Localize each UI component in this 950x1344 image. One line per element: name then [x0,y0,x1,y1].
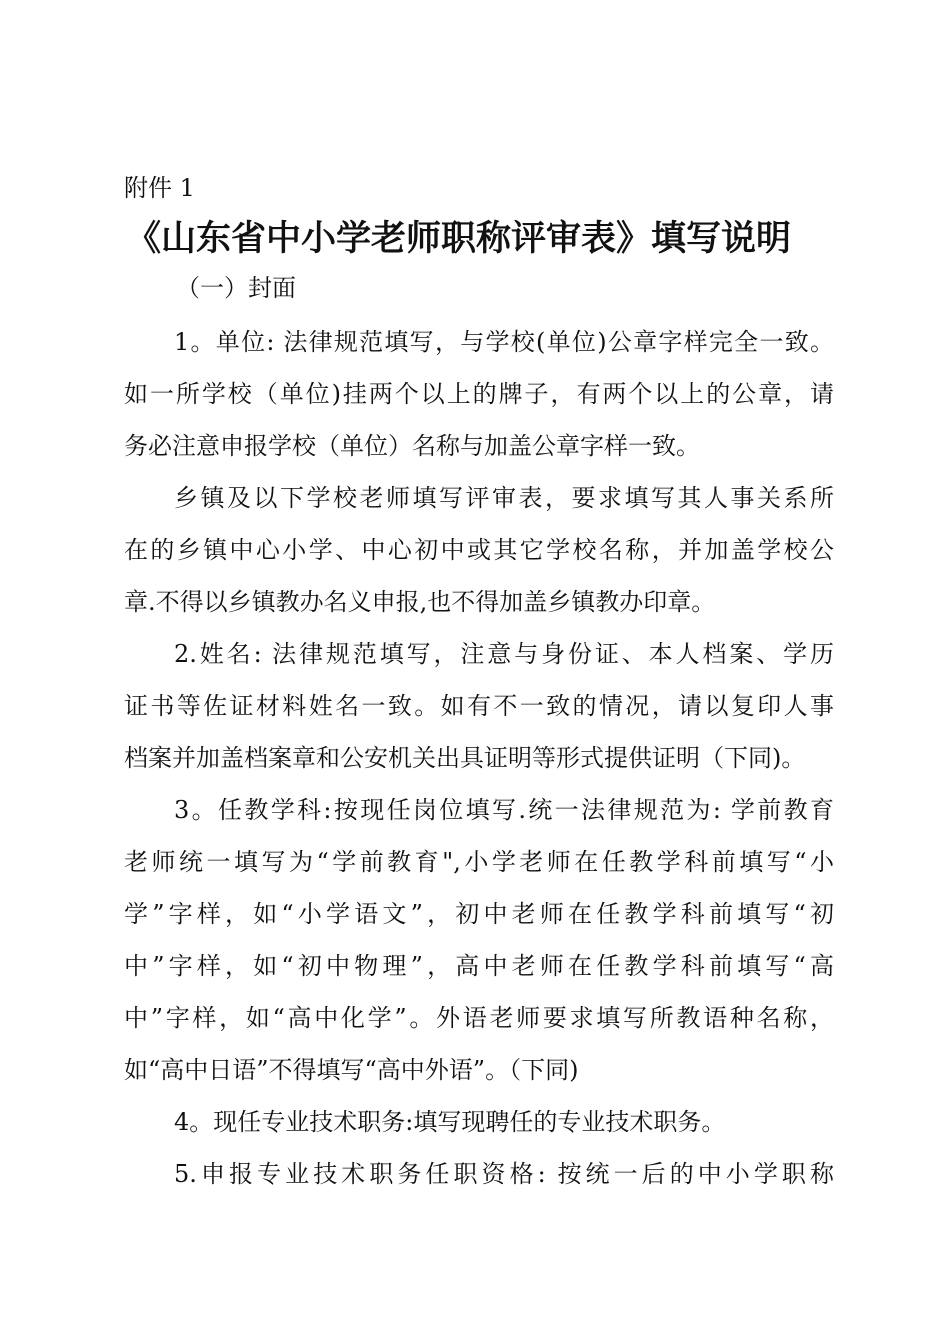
paragraph-line: 章.不得以乡镇教办名义申报,也不得加盖乡镇教办印章。 [124,588,716,616]
paragraph-line: 证书等佐证材料姓名一致。如有不一致的情况，请以复印人事 [124,692,834,720]
attachment-label: 附件 1 [124,174,195,202]
paragraph-line: 如一所学校（单位)挂两个以上的牌子，有两个以上的公章，请 [124,380,834,408]
paragraph-line: 务必注意申报学校（单位）名称与加盖公章字样一致。 [124,432,700,460]
paragraph-line: 学”字样，如“小学语文”，初中老师在任教学科前填写“初 [124,900,834,928]
document-title: 《山东省中小学老师职称评审表》填写说明 [126,218,792,259]
paragraph-line: 中”字样，如“初中物理”，高中老师在任教学科前填写“高 [124,952,834,980]
paragraph-line: 5.申报专业技术职务任职资格: 按统一后的中小学职称 [174,1160,834,1188]
paragraph-line: 1。单位: 法律规范填写，与学校(单位)公章字样完全一致。 [174,328,834,356]
paragraph-line: 老师统一填写为“学前教育",小学老师在任教学科前填写“小 [124,848,834,876]
paragraph-line: 2.姓名: 法律规范填写，注意与身份证、本人档案、学历 [174,640,834,668]
paragraph-line: 乡镇及以下学校老师填写评审表，要求填写其人事关系所 [174,484,834,512]
paragraph-line: 如“高中日语”不得填写“高中外语”。（下同) [124,1056,579,1084]
paragraph-line: 档案并加盖档案章和公安机关出具证明等形式提供证明（下同)。 [124,744,806,772]
paragraph-line: 4。现任专业技术职务:填写现聘任的专业技术职务。 [174,1108,726,1136]
paragraph-line: 中”字样，如“高中化学”。外语老师要求填写所教语种名称， [124,1004,834,1032]
paragraph-line: 3。任教学科:按现任岗位填写.统一法律规范为: 学前教育 [174,796,834,824]
paragraph-line: 在的乡镇中心小学、中心初中或其它学校名称，并加盖学校公 [124,536,834,564]
section-heading-cover: （一）封面 [176,274,296,302]
